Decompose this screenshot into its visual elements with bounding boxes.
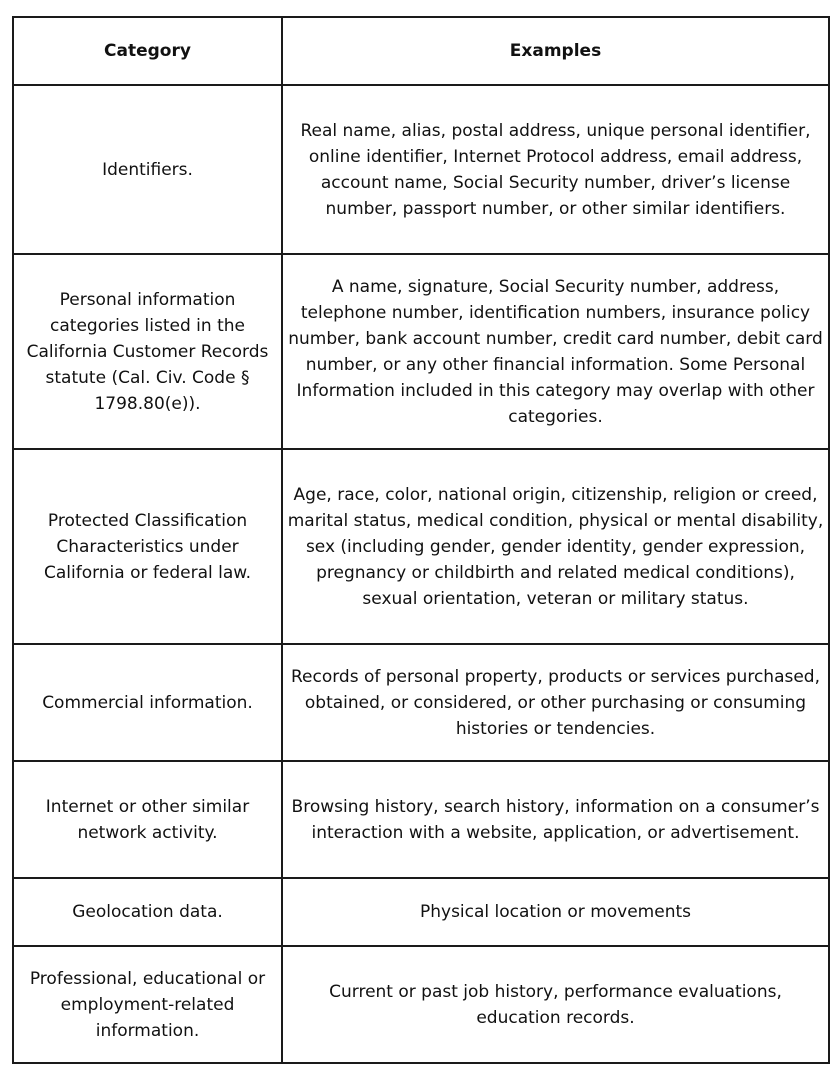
examples-cell: A name, signature, Social Security number, address, telephone number, identification numbers, insurance policy number, bank account number, credit card number, debit card number, or any other financial information. Some Personal Information included in this category may overlap with other categories. — [282, 254, 829, 449]
category-cell: Internet or other similar network activity. — [13, 761, 282, 878]
header-examples: Examples — [282, 17, 829, 85]
header-row — [13, 17, 829, 85]
examples-cell: Records of personal property, products or services purchased, obtained, or considered, or other purchasing or consuming histories or tendencies. — [282, 644, 829, 761]
table-row — [13, 946, 829, 1063]
data-categories-table — [12, 16, 830, 1064]
table-row — [13, 85, 829, 254]
category-cell: Geolocation data. — [13, 878, 282, 946]
category-cell: Commercial information. — [13, 644, 282, 761]
examples-cell: Real name, alias, postal address, unique personal identifier, online identifier, Internet Protocol address, email address, account name, Social Security number, driver’s license number, passport number, or other similar identifiers. — [282, 85, 829, 254]
category-cell: Identifiers. — [13, 85, 282, 254]
category-cell: Professional, educational or employment-related information. — [13, 946, 282, 1063]
header-category: Category — [13, 17, 282, 85]
table-row — [13, 254, 829, 449]
category-cell: Protected Classification Characteristics under California or federal law. — [13, 449, 282, 644]
table-row — [13, 761, 829, 878]
examples-cell: Physical location or movements — [282, 878, 829, 946]
category-cell: Personal information categories listed in the California Customer Records statute (Cal. Civ. Code § 1798.80(e)). — [13, 254, 282, 449]
examples-cell: Current or past job history, performance evaluations, education records. — [282, 946, 829, 1063]
examples-cell: Age, race, color, national origin, citizenship, religion or creed, marital status, medical condition, physical or mental disability, sex (including gender, gender identity, gender expression, pregnancy or childbirth and related medical conditions), sexual orientation, veteran or military status. — [282, 449, 829, 644]
examples-cell: Browsing history, search history, information on a consumer’s interaction with a website, application, or advertisement. — [282, 761, 829, 878]
table-row — [13, 878, 829, 946]
table-row — [13, 644, 829, 761]
table-row — [13, 449, 829, 644]
